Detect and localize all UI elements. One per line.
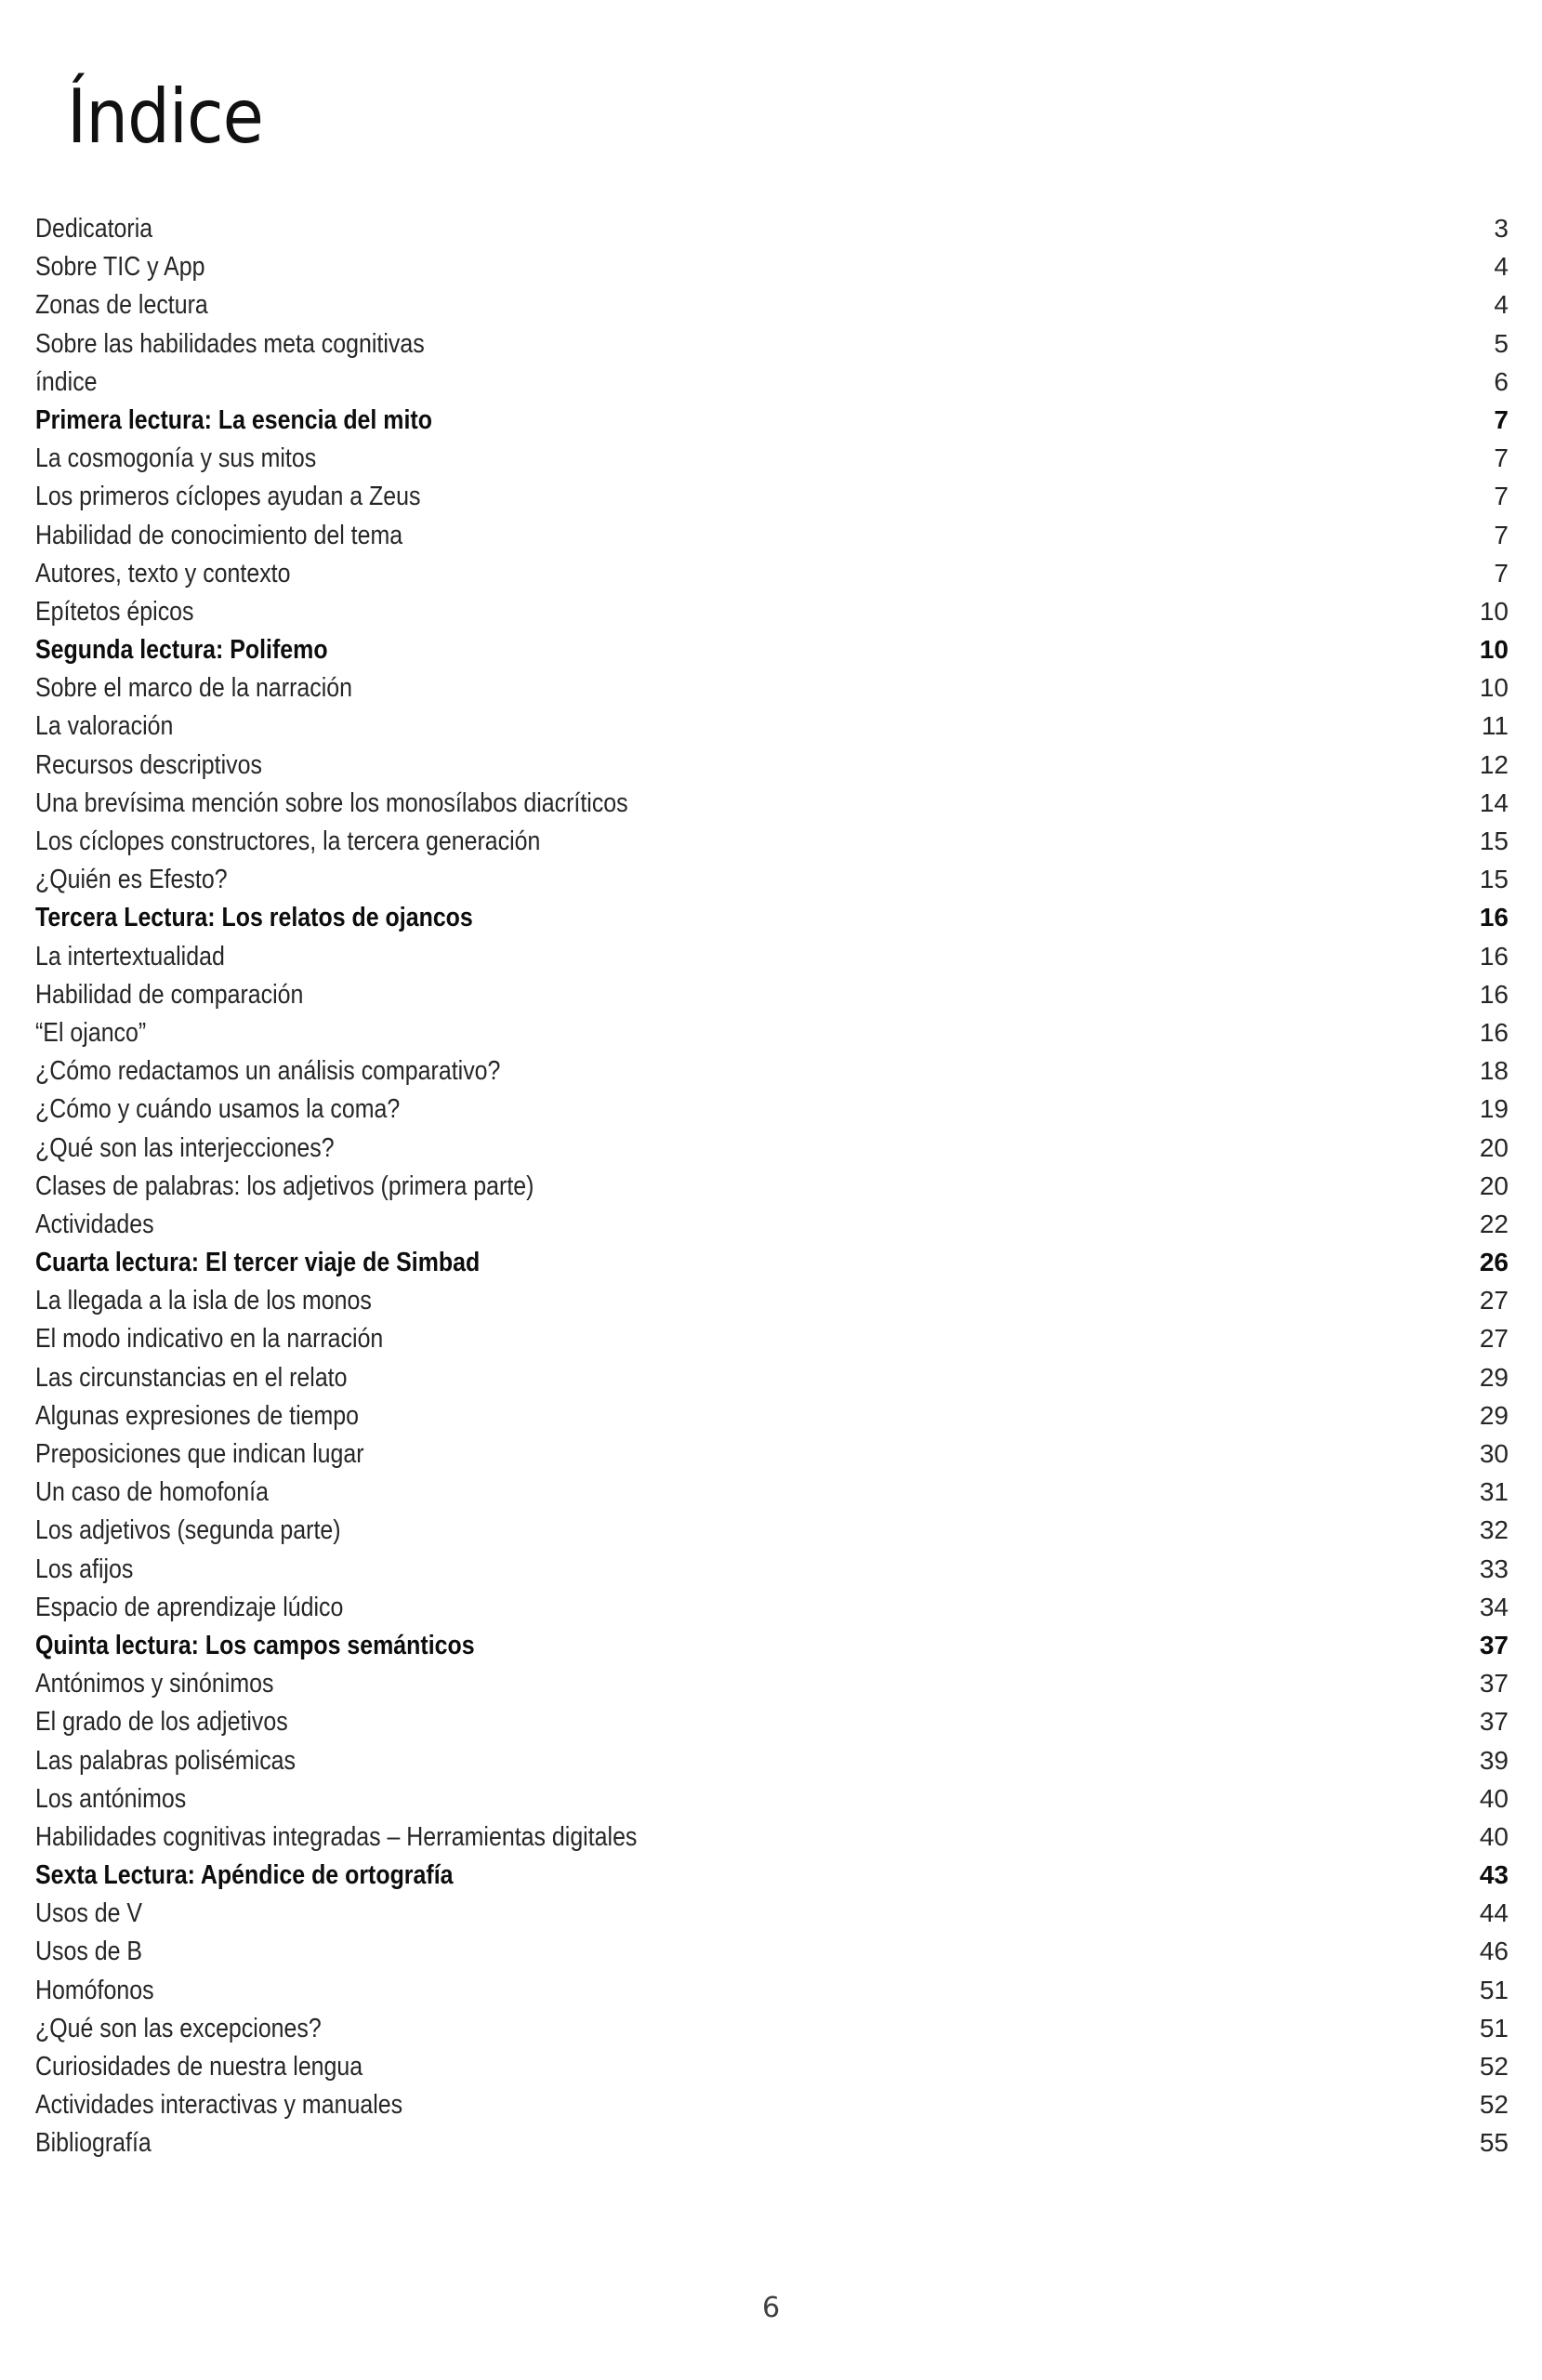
toc-entry-page-number: 27: [1479, 1286, 1509, 1316]
toc-section-heading[interactable]: [35, 401, 1509, 439]
toc-entry-page-number: 16: [1479, 1017, 1509, 1047]
toc-entry[interactable]: [35, 2009, 1509, 2047]
toc-entry[interactable]: [35, 439, 1509, 477]
toc-entry-page-number: 34: [1479, 1592, 1509, 1621]
toc-entry-page-number: 55: [1479, 2128, 1509, 2158]
toc-entry[interactable]: [35, 668, 1509, 707]
toc-entry[interactable]: [35, 1894, 1509, 1932]
toc-entry-page-number: 19: [1479, 1094, 1509, 1124]
toc-entry-label: El modo indicativo en la narración: [35, 1324, 384, 1355]
toc-entry[interactable]: [35, 363, 1509, 401]
toc-entry[interactable]: [35, 1588, 1509, 1626]
footer-page-number: 6: [761, 2292, 781, 2324]
toc-section-heading[interactable]: [35, 630, 1509, 668]
toc-entry[interactable]: [35, 1435, 1509, 1473]
toc-entry[interactable]: [35, 2085, 1509, 2123]
toc-entry-label: Homófonos: [35, 1975, 154, 2005]
toc-entry[interactable]: [35, 1779, 1509, 1818]
toc-entry-label: Quinta lectura: Los campos semánticos: [35, 1630, 475, 1660]
toc-entry-label: Un caso de homofonía: [35, 1477, 269, 1508]
toc-entry-label: “El ojanco”: [35, 1017, 147, 1048]
toc-entry-label: Algunas expresiones de tiempo: [35, 1400, 359, 1431]
toc-entry[interactable]: [35, 247, 1509, 285]
toc-entry-label: Los cíclopes constructores, la tercera generación: [35, 826, 541, 856]
toc-entry-page-number: 40: [1479, 1783, 1509, 1813]
toc-entry-label: Los antónimos: [35, 1783, 187, 1814]
toc-entry-page-number: 51: [1479, 1975, 1509, 2004]
toc-entry[interactable]: [35, 822, 1509, 860]
toc-entry-page-number: 37: [1479, 1630, 1509, 1659]
toc-entry-label: Antónimos y sinónimos: [35, 1669, 274, 1699]
toc-entry-page-number: 4: [1494, 252, 1509, 282]
toc-entry-label: Sobre el marco de la narración: [35, 673, 353, 704]
toc-entry[interactable]: [35, 1281, 1509, 1319]
toc-entry-label: Segunda lectura: Polifemo: [35, 635, 328, 666]
toc-entry-page-number: 22: [1479, 1209, 1509, 1238]
toc-entry-label: Sexta Lectura: Apéndice de ortografía: [35, 1860, 454, 1891]
toc-entry[interactable]: [35, 1129, 1509, 1167]
toc-entry[interactable]: [35, 1013, 1509, 1051]
toc-entry-page-number: 11: [1481, 711, 1509, 741]
toc-entry[interactable]: [35, 1167, 1509, 1205]
table-of-contents: [35, 209, 1509, 2162]
toc-entry[interactable]: [35, 324, 1509, 363]
toc-entry[interactable]: [35, 2123, 1509, 2162]
toc-entry-label: Los adjetivos (segunda parte): [35, 1515, 341, 1546]
toc-entry[interactable]: [35, 1664, 1509, 1702]
toc-entry-label: Las circunstancias en el relato: [35, 1362, 348, 1393]
toc-entry-page-number: 30: [1479, 1439, 1509, 1468]
toc-entry[interactable]: [35, 1205, 1509, 1243]
toc-entry-page-number: 44: [1479, 1898, 1509, 1928]
toc-entry-label: Tercera Lectura: Los relatos de ojancos: [35, 903, 473, 933]
toc-entry-page-number: 10: [1479, 596, 1509, 626]
toc-entry-page-number: 26: [1479, 1248, 1509, 1277]
toc-entry[interactable]: [35, 592, 1509, 630]
toc-entry[interactable]: [35, 285, 1509, 324]
toc-entry-page-number: 5: [1494, 328, 1509, 358]
toc-entry[interactable]: [35, 1319, 1509, 1357]
toc-entry-page-number: 29: [1479, 1400, 1509, 1430]
toc-entry[interactable]: [35, 707, 1509, 745]
toc-entry-label: Recursos descriptivos: [35, 749, 262, 780]
toc-entry-page-number: 31: [1479, 1477, 1509, 1507]
toc-entry-page-number: 16: [1479, 979, 1509, 1009]
toc-entry[interactable]: [35, 860, 1509, 898]
toc-entry[interactable]: [35, 1550, 1509, 1588]
toc-entry-label: Cuarta lectura: El tercer viaje de Simbad: [35, 1248, 481, 1278]
toc-entry-label: Clases de palabras: los adjetivos (primera parte): [35, 1170, 534, 1201]
toc-entry-page-number: 6: [1494, 366, 1509, 396]
toc-entry-page-number: 12: [1479, 749, 1509, 779]
toc-entry-label: Sobre las habilidades meta cognitivas: [35, 328, 425, 359]
toc-entry-label: Usos de B: [35, 1937, 143, 1967]
toc-entry-label: El grado de los adjetivos: [35, 1707, 288, 1738]
toc-entry-label: Curiosidades de nuestra lengua: [35, 2052, 363, 2082]
toc-entry-page-number: 10: [1479, 673, 1509, 703]
toc-entry[interactable]: [35, 2047, 1509, 2085]
toc-entry[interactable]: [35, 1741, 1509, 1779]
toc-entry-page-number: 7: [1494, 443, 1509, 473]
toc-entry-label: Epítetos épicos: [35, 596, 194, 627]
toc-entry[interactable]: [35, 554, 1509, 592]
toc-entry-label: ¿Qué son las interjecciones?: [35, 1132, 335, 1163]
toc-entry-page-number: 51: [1479, 2013, 1509, 2043]
toc-entry-page-number: 10: [1479, 635, 1509, 665]
toc-entry-page-number: 18: [1479, 1056, 1509, 1086]
toc-entry[interactable]: [35, 975, 1509, 1013]
toc-entry[interactable]: [35, 516, 1509, 554]
toc-entry-page-number: 15: [1479, 865, 1509, 894]
toc-entry[interactable]: [35, 1818, 1509, 1856]
toc-entry-label: ¿Qué son las excepciones?: [35, 2013, 322, 2043]
toc-entry-page-number: 7: [1494, 520, 1509, 549]
toc-entry-label: ¿Cómo y cuándo usamos la coma?: [35, 1094, 401, 1125]
toc-entry-page-number: 37: [1479, 1707, 1509, 1737]
toc-entry[interactable]: [35, 1358, 1509, 1396]
toc-entry-page-number: 7: [1494, 558, 1509, 588]
toc-entry-page-number: 16: [1479, 941, 1509, 971]
toc-entry-page-number: 46: [1479, 1937, 1509, 1966]
toc-entry[interactable]: [35, 1473, 1509, 1511]
toc-entry-label: Dedicatoria: [35, 214, 153, 244]
toc-entry[interactable]: [35, 937, 1509, 975]
toc-entry-label: ¿Quién es Efesto?: [35, 865, 228, 895]
toc-entry-page-number: 37: [1479, 1669, 1509, 1699]
toc-section-heading[interactable]: [35, 1626, 1509, 1664]
toc-entry[interactable]: [35, 1932, 1509, 1970]
toc-entry[interactable]: [35, 784, 1509, 822]
toc-entry[interactable]: [35, 1051, 1509, 1090]
toc-entry-page-number: 43: [1479, 1860, 1509, 1890]
toc-entry-label: ¿Cómo redactamos un análisis comparativo?: [35, 1056, 501, 1087]
toc-entry-page-number: 15: [1479, 826, 1509, 855]
toc-entry-label: Las palabras polisémicas: [35, 1745, 297, 1776]
toc-entry-page-number: 29: [1479, 1362, 1509, 1392]
toc-entry-label: La cosmogonía y sus mitos: [35, 443, 317, 474]
toc-entry-label: Sobre TIC y App: [35, 252, 205, 283]
toc-entry-label: Los primeros cíclopes ayudan a Zeus: [35, 482, 421, 512]
toc-entry-label: Preposiciones que indican lugar: [35, 1439, 364, 1469]
toc-section-heading[interactable]: [35, 898, 1509, 936]
toc-entry-page-number: 4: [1494, 290, 1509, 320]
toc-entry[interactable]: [35, 1396, 1509, 1435]
toc-entry-label: La valoración: [35, 711, 174, 742]
toc-entry-label: Actividades interactivas y manuales: [35, 2090, 403, 2121]
toc-entry-page-number: 14: [1479, 787, 1509, 817]
toc-entry-page-number: 33: [1479, 1554, 1509, 1583]
toc-section-heading[interactable]: [35, 1243, 1509, 1281]
toc-entry-page-number: 27: [1479, 1324, 1509, 1354]
toc-entry-page-number: 32: [1479, 1515, 1509, 1545]
toc-entry-label: índice: [35, 366, 98, 397]
toc-entry-label: Bibliografía: [35, 2128, 152, 2159]
toc-entry[interactable]: [35, 209, 1509, 247]
toc-entry-label: Espacio de aprendizaje lúdico: [35, 1592, 344, 1622]
toc-entry[interactable]: [35, 1511, 1509, 1549]
toc-entry[interactable]: [35, 477, 1509, 515]
toc-entry-label: La intertextualidad: [35, 941, 225, 972]
toc-entry-label: Zonas de lectura: [35, 290, 208, 321]
toc-entry[interactable]: [35, 1702, 1509, 1740]
toc-entry-label: Habilidad de conocimiento del tema: [35, 520, 403, 550]
toc-entry-label: Habilidades cognitivas integradas – Herramientas digitales: [35, 1821, 638, 1852]
toc-entry-label: Primera lectura: La esencia del mito: [35, 404, 432, 435]
toc-entry-page-number: 20: [1479, 1170, 1509, 1200]
toc-entry-page-number: 3: [1494, 214, 1509, 243]
toc-entry-page-number: 52: [1479, 2052, 1509, 2081]
toc-entry-page-number: 40: [1479, 1821, 1509, 1851]
toc-entry-label: Una brevísima mención sobre los monosílabos diacríticos: [35, 787, 628, 818]
toc-entry-label: Los afijos: [35, 1554, 134, 1584]
toc-entry-label: Actividades: [35, 1209, 154, 1239]
toc-entry-page-number: 16: [1479, 903, 1509, 932]
toc-entry-page-number: 20: [1479, 1132, 1509, 1162]
toc-entry-page-number: 52: [1479, 2090, 1509, 2120]
toc-entry-label: Habilidad de comparación: [35, 979, 304, 1010]
toc-entry-label: Autores, texto y contexto: [35, 558, 291, 588]
page-title: Índice: [67, 73, 264, 160]
toc-entry-page-number: 39: [1479, 1745, 1509, 1775]
toc-entry[interactable]: [35, 1090, 1509, 1128]
toc-section-heading[interactable]: [35, 1856, 1509, 1894]
toc-entry-label: La llegada a la isla de los monos: [35, 1286, 372, 1316]
toc-entry-page-number: 7: [1494, 404, 1509, 434]
toc-entry-label: Usos de V: [35, 1898, 143, 1929]
toc-entry-page-number: 7: [1494, 482, 1509, 511]
toc-entry[interactable]: [35, 1971, 1509, 2009]
toc-entry[interactable]: [35, 746, 1509, 784]
